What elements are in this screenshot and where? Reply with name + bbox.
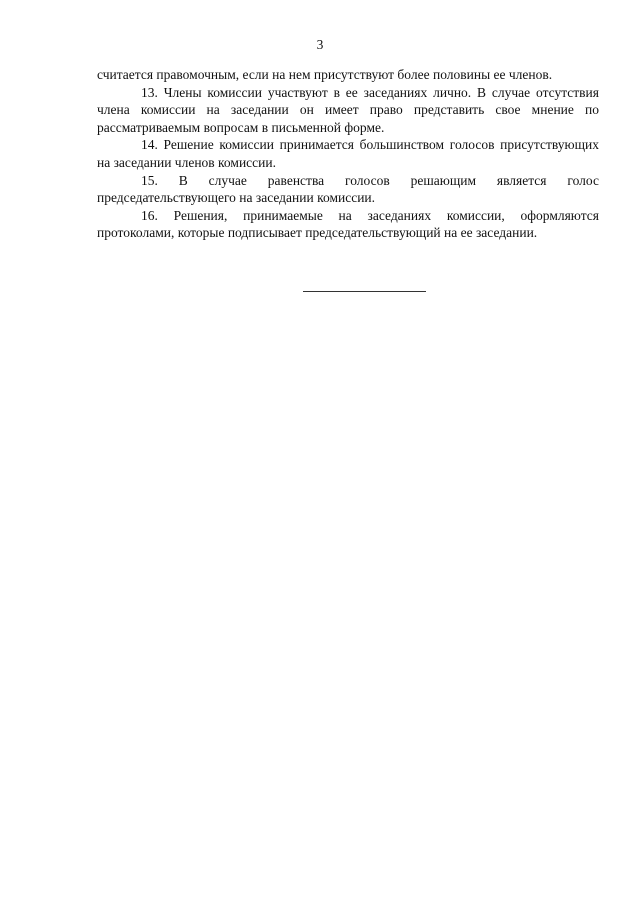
closing-divider bbox=[303, 291, 426, 292]
page-number: 3 bbox=[316, 37, 324, 52]
paragraph-15: 15. В случае равенства голосов решающим является голос председательствующего на заседании комиссии. bbox=[97, 172, 599, 206]
paragraph-16: 16. Решения, принимаемые на заседаниях комиссии, оформляются протоколами, которые подписывает председательствующий на ее заседании. bbox=[97, 207, 599, 241]
document-body bbox=[97, 66, 599, 242]
paragraph-13: 13. Члены комиссии участвуют в ее заседаниях лично. В случае отсутствия члена комиссии на заседании он имеет право представить свое мнение по рассматриваемым вопросам в письменной форме. bbox=[97, 84, 599, 135]
paragraph-continuation: считается правомочным, если на нем присутствуют более половины ее членов. bbox=[97, 67, 553, 82]
paragraph-14: 14. Решение комиссии принимается большинством голосов присутствующих на заседании членов комиссии. bbox=[97, 137, 599, 170]
